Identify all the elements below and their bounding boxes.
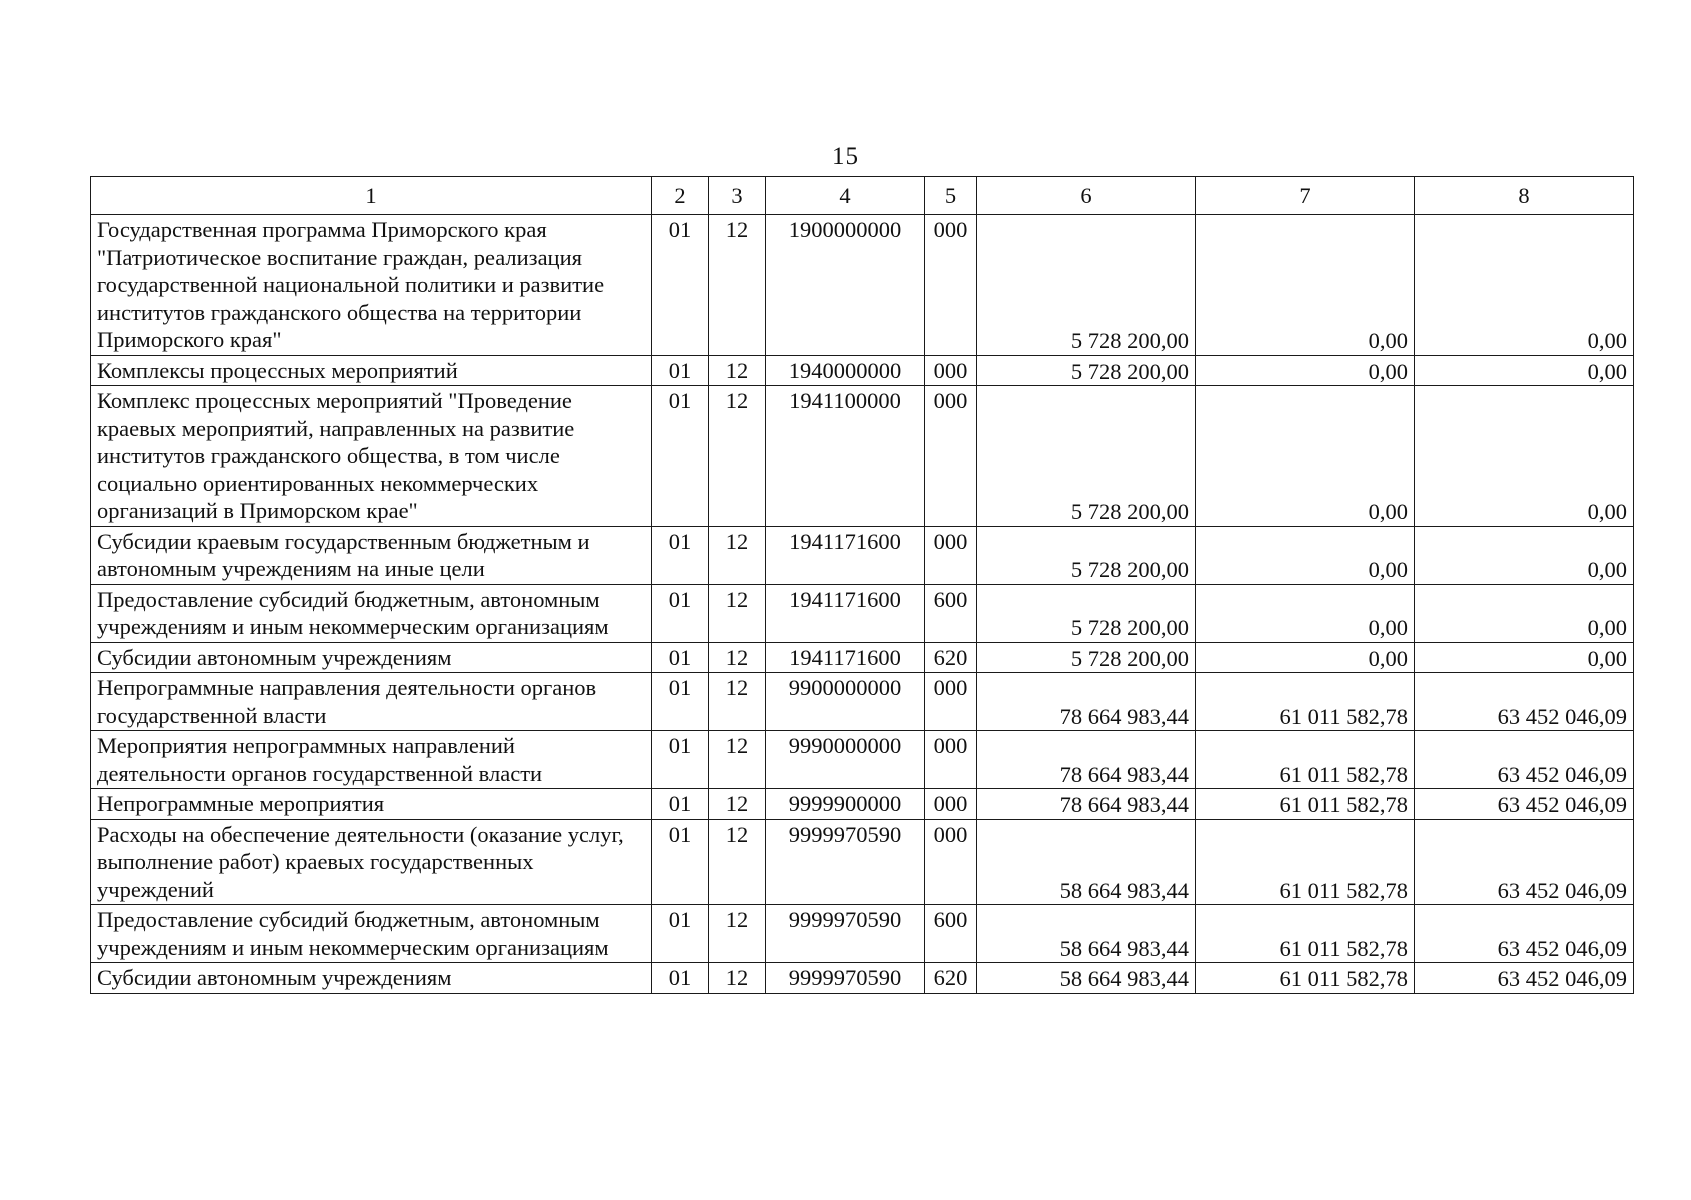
- budget-table: [90, 176, 1634, 994]
- table-row: [91, 905, 1634, 963]
- expense-type-code: 000: [925, 731, 977, 789]
- target-code: 9900000000: [766, 673, 925, 731]
- table-body: [91, 215, 1634, 994]
- amount-col-6: 58 664 983,44: [977, 819, 1196, 905]
- amount-col-6: 5 728 200,00: [977, 584, 1196, 642]
- section-code: 01: [652, 642, 709, 673]
- amount-col-8: 0,00: [1415, 215, 1634, 356]
- amount-col-8: 63 452 046,09: [1415, 731, 1634, 789]
- row-name: Предоставление субсидий бюджетным, автономным учреждениям и иным некоммерческим организациям: [91, 905, 652, 963]
- subsection-code: 12: [709, 215, 766, 356]
- amount-col-8: 63 452 046,09: [1415, 905, 1634, 963]
- amount-col-6: 58 664 983,44: [977, 963, 1196, 994]
- target-code: 1900000000: [766, 215, 925, 356]
- section-code: 01: [652, 905, 709, 963]
- target-code: 1941171600: [766, 642, 925, 673]
- row-name: Государственная программа Приморского края "Патриотическое воспитание граждан, реализация государственной национальной политики и развитие институтов гражданского общества на территории Приморского края": [91, 215, 652, 356]
- row-name: Субсидии краевым государственным бюджетным и автономным учреждениям на иные цели: [91, 526, 652, 584]
- table-row: [91, 673, 1634, 731]
- amount-col-7: 0,00: [1196, 584, 1415, 642]
- section-code: 01: [652, 963, 709, 994]
- amount-col-7: 61 011 582,78: [1196, 963, 1415, 994]
- section-code: 01: [652, 526, 709, 584]
- target-code: 9990000000: [766, 731, 925, 789]
- amount-col-7: 0,00: [1196, 355, 1415, 386]
- target-code: 9999970590: [766, 819, 925, 905]
- amount-col-6: 78 664 983,44: [977, 789, 1196, 820]
- amount-col-8: 63 452 046,09: [1415, 789, 1634, 820]
- section-code: 01: [652, 731, 709, 789]
- amount-col-7: 61 011 582,78: [1196, 819, 1415, 905]
- header-cell: 5: [925, 177, 977, 215]
- subsection-code: 12: [709, 905, 766, 963]
- target-code: 9999970590: [766, 905, 925, 963]
- expense-type-code: 000: [925, 673, 977, 731]
- expense-type-code: 000: [925, 355, 977, 386]
- section-code: 01: [652, 355, 709, 386]
- amount-col-7: 0,00: [1196, 526, 1415, 584]
- header-cell: 3: [709, 177, 766, 215]
- section-code: 01: [652, 215, 709, 356]
- expense-type-code: 000: [925, 215, 977, 356]
- header-cell: 8: [1415, 177, 1634, 215]
- amount-col-7: 0,00: [1196, 386, 1415, 527]
- subsection-code: 12: [709, 731, 766, 789]
- subsection-code: 12: [709, 386, 766, 527]
- amount-col-8: 63 452 046,09: [1415, 673, 1634, 731]
- target-code: 1940000000: [766, 355, 925, 386]
- expense-type-code: 620: [925, 963, 977, 994]
- amount-col-7: 61 011 582,78: [1196, 673, 1415, 731]
- amount-col-7: 0,00: [1196, 215, 1415, 356]
- section-code: 01: [652, 673, 709, 731]
- amount-col-8: 0,00: [1415, 355, 1634, 386]
- expense-type-code: 000: [925, 789, 977, 820]
- amount-col-6: 78 664 983,44: [977, 731, 1196, 789]
- amount-col-8: 0,00: [1415, 642, 1634, 673]
- row-name: Субсидии автономным учреждениям: [91, 642, 652, 673]
- expense-type-code: 600: [925, 905, 977, 963]
- header-cell: 4: [766, 177, 925, 215]
- subsection-code: 12: [709, 526, 766, 584]
- subsection-code: 12: [709, 819, 766, 905]
- row-name: Мероприятия непрограммных направлений деятельности органов государственной власти: [91, 731, 652, 789]
- amount-col-7: 0,00: [1196, 642, 1415, 673]
- header-cell: 1: [91, 177, 652, 215]
- table-row: [91, 819, 1634, 905]
- subsection-code: 12: [709, 963, 766, 994]
- amount-col-8: 0,00: [1415, 386, 1634, 527]
- expense-type-code: 600: [925, 584, 977, 642]
- target-code: 9999900000: [766, 789, 925, 820]
- table-row: [91, 789, 1634, 820]
- table-row: [91, 584, 1634, 642]
- expense-type-code: 000: [925, 819, 977, 905]
- table-row: [91, 386, 1634, 527]
- table-row: [91, 731, 1634, 789]
- header-row: [91, 177, 1634, 215]
- table-row: [91, 642, 1634, 673]
- expense-type-code: 620: [925, 642, 977, 673]
- subsection-code: 12: [709, 355, 766, 386]
- amount-col-8: 63 452 046,09: [1415, 963, 1634, 994]
- table-row: [91, 355, 1634, 386]
- target-code: 1941171600: [766, 526, 925, 584]
- subsection-code: 12: [709, 789, 766, 820]
- row-name: Субсидии автономным учреждениям: [91, 963, 652, 994]
- amount-col-6: 5 728 200,00: [977, 355, 1196, 386]
- amount-col-8: 63 452 046,09: [1415, 819, 1634, 905]
- amount-col-8: 0,00: [1415, 526, 1634, 584]
- amount-col-6: 5 728 200,00: [977, 526, 1196, 584]
- page-number: 15: [832, 143, 859, 170]
- target-code: 1941100000: [766, 386, 925, 527]
- amount-col-7: 61 011 582,78: [1196, 731, 1415, 789]
- amount-col-7: 61 011 582,78: [1196, 905, 1415, 963]
- row-name: Непрограммные мероприятия: [91, 789, 652, 820]
- amount-col-6: 5 728 200,00: [977, 215, 1196, 356]
- amount-col-7: 61 011 582,78: [1196, 789, 1415, 820]
- target-code: 9999970590: [766, 963, 925, 994]
- table-row: [91, 215, 1634, 356]
- table-row: [91, 963, 1634, 994]
- section-code: 01: [652, 789, 709, 820]
- section-code: 01: [652, 386, 709, 527]
- section-code: 01: [652, 584, 709, 642]
- amount-col-6: 5 728 200,00: [977, 386, 1196, 527]
- row-name: Расходы на обеспечение деятельности (оказание услуг, выполнение работ) краевых государственных учреждений: [91, 819, 652, 905]
- amount-col-6: 5 728 200,00: [977, 642, 1196, 673]
- subsection-code: 12: [709, 642, 766, 673]
- subsection-code: 12: [709, 673, 766, 731]
- section-code: 01: [652, 819, 709, 905]
- header-cell: 7: [1196, 177, 1415, 215]
- target-code: 1941171600: [766, 584, 925, 642]
- header-cell: 2: [652, 177, 709, 215]
- amount-col-8: 0,00: [1415, 584, 1634, 642]
- row-name: Непрограммные направления деятельности органов государственной власти: [91, 673, 652, 731]
- expense-type-code: 000: [925, 386, 977, 527]
- amount-col-6: 58 664 983,44: [977, 905, 1196, 963]
- header-cell: 6: [977, 177, 1196, 215]
- row-name: Предоставление субсидий бюджетным, автономным учреждениям и иным некоммерческим организациям: [91, 584, 652, 642]
- subsection-code: 12: [709, 584, 766, 642]
- table-header: [91, 177, 1634, 215]
- expense-type-code: 000: [925, 526, 977, 584]
- amount-col-6: 78 664 983,44: [977, 673, 1196, 731]
- table-row: [91, 526, 1634, 584]
- row-name: Комплексы процессных мероприятий: [91, 355, 652, 386]
- row-name: Комплекс процессных мероприятий "Проведение краевых мероприятий, направленных на развитие институтов гражданского общества, в том числе социально ориентированных некоммерческих организаций в Приморском крае": [91, 386, 652, 527]
